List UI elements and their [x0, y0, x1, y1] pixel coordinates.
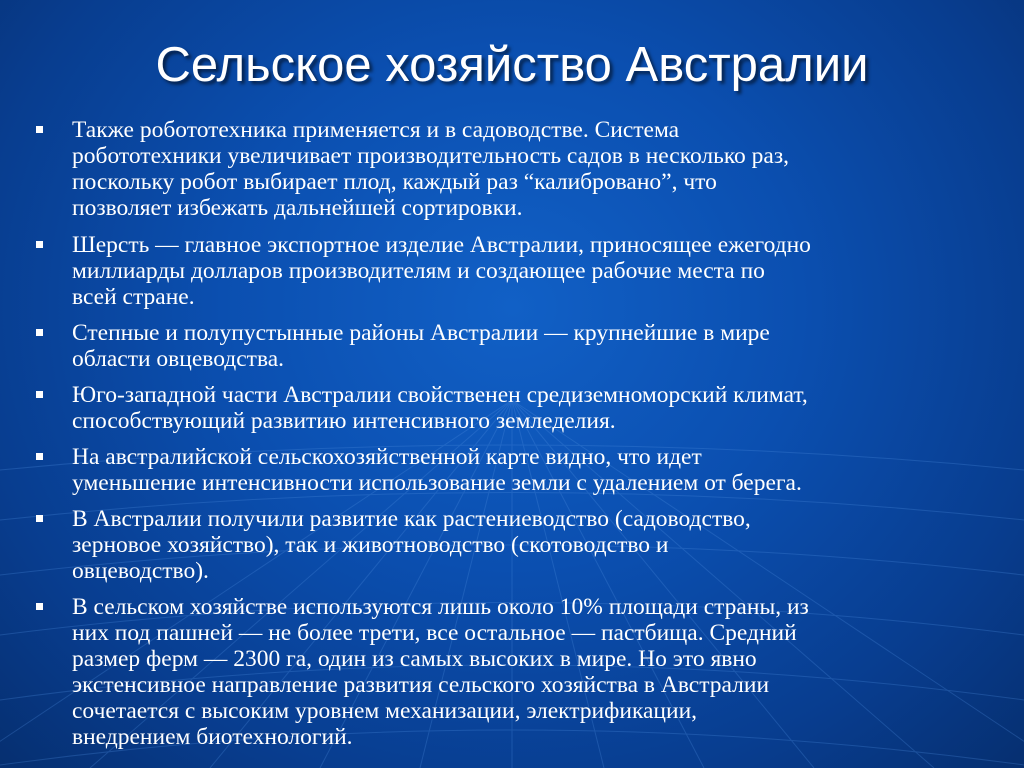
text-line: позволяет избежать дальнейшей сортировки. — [72, 195, 523, 221]
text-line: зерновое хозяйство), так и животноводство (скотоводство и — [72, 532, 669, 558]
square-bullet-icon — [36, 391, 43, 398]
text-line: внедрением биотехнологий. — [72, 724, 353, 750]
text-line: уменьшение интенсивности использование земли с удалением от берега. — [72, 470, 802, 496]
text-line: миллиарды долларов производителям и создающее рабочие места по — [72, 258, 765, 284]
text-line: На австралийской сельскохозяйственной карте видно, что идет — [72, 444, 702, 470]
square-bullet-icon — [36, 515, 43, 522]
slide-title: Сельское хозяйство Австралии — [155, 38, 869, 92]
bullet-text — [72, 232, 997, 310]
text-line: робототехники увеличивает производительность садов в несколько раз, — [72, 143, 790, 169]
text-line: поскольку робот выбирает плод, каждый раз “калибровано”, что — [72, 169, 717, 195]
text-line: В Австралии получили развитие как растениеводство (садоводство, — [72, 506, 751, 532]
text-line: экстенсивное направление развития сельского хозяйства в Австралии — [72, 672, 770, 698]
text-line: всей стране. — [72, 284, 195, 310]
square-bullet-icon — [36, 329, 43, 336]
text-line: сочетается с высоким уровнем механизации, электрификации, — [72, 698, 698, 724]
text-line: Степные и полупустынные районы Австралии — крупнейшие в мире — [72, 320, 770, 346]
square-bullet-icon — [36, 241, 43, 248]
text-line: В сельском хозяйстве используются лишь около 10% площади страны, из — [72, 594, 809, 620]
bullet-text — [72, 594, 997, 750]
text-line: способствующий развитию интенсивного земледелия. — [72, 408, 616, 434]
text-line: Шерсть — главное экспортное изделие Австралии, приносящее ежегодно — [72, 232, 811, 258]
bullet-text — [72, 382, 997, 434]
square-bullet-icon — [36, 603, 43, 610]
bullet-text — [72, 506, 997, 584]
text-line: Также робототехника применяется и в садоводстве. Система — [72, 117, 680, 143]
text-line: Юго-западной части Австралии свойственен средиземноморский климат, — [72, 382, 808, 408]
square-bullet-icon — [36, 453, 43, 460]
bullet-text — [72, 320, 997, 372]
square-bullet-icon — [36, 126, 43, 133]
bullet-text — [72, 117, 997, 221]
text-line: размер ферм — 2300 га, один из самых высоких в мире. Но это явно — [72, 646, 757, 672]
bullet-text — [72, 444, 997, 496]
text-line: области овцеводства. — [72, 346, 285, 372]
text-line: них под пашней — не более трети, все остальное — пастбища. Средний — [72, 620, 797, 646]
text-line: овцеводство). — [72, 558, 209, 584]
